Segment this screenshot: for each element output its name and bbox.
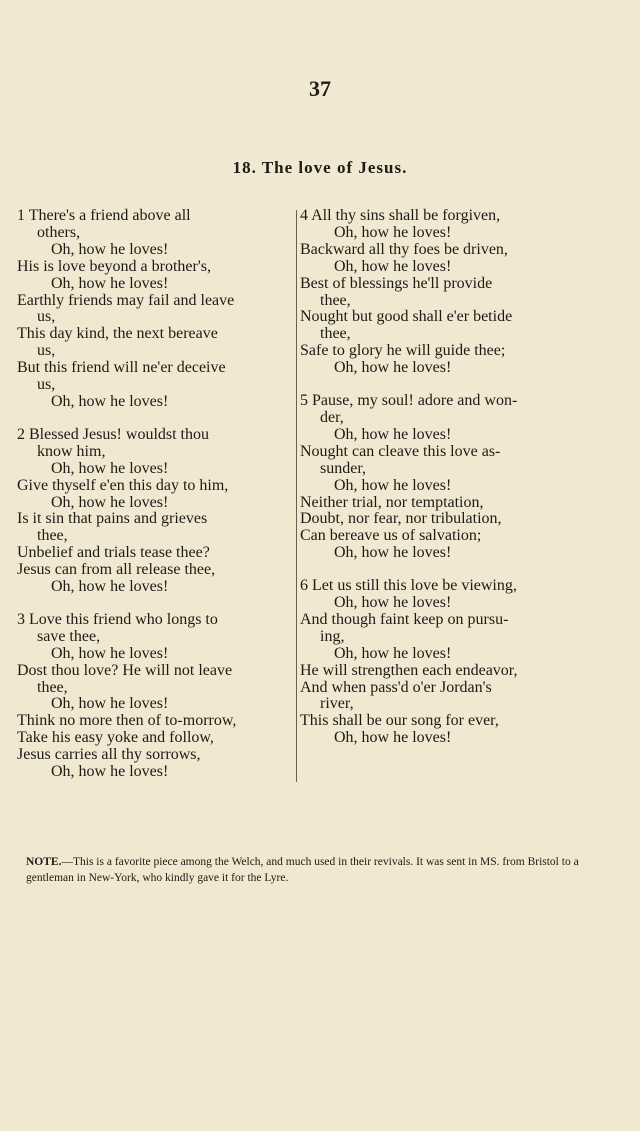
refrain-line: Oh, how he loves!	[51, 240, 169, 258]
verse-line: Unbelief and trials tease thee?	[17, 544, 210, 562]
verse-line: Best of blessings he'll provide	[300, 274, 493, 292]
footnote	[26, 855, 582, 886]
verse-line: Doubt, nor fear, nor tribulation,	[300, 510, 502, 528]
refrain-line: Oh, how he loves!	[51, 493, 169, 511]
verse-line: save thee,	[37, 627, 101, 645]
verse-line: 1 There's a friend above all	[17, 207, 191, 224]
verse-line: He will strengthen each endeavor,	[300, 661, 518, 679]
refrain-line: Oh, how he loves!	[51, 274, 169, 292]
verse-line: But this friend will ne'er deceive	[17, 359, 226, 377]
refrain-line: Oh, how he loves!	[334, 425, 452, 443]
stanza	[17, 208, 294, 411]
stanza	[300, 578, 574, 747]
verse-line: ing,	[320, 627, 345, 645]
verse-line: Give thyself e'en this day to him,	[17, 476, 229, 494]
stanza	[300, 393, 574, 562]
verse-line: us,	[37, 376, 56, 394]
verse-line: Earthly friends may fail and leave	[17, 291, 235, 309]
verse-line: Think no more then of to-morrow,	[17, 712, 237, 730]
page-number: 37	[309, 76, 331, 101]
refrain-line: Oh, how he loves!	[51, 392, 169, 410]
verse-line: This shall be our song for ever,	[300, 712, 499, 730]
verse-line: His is love beyond a brother's,	[17, 257, 211, 275]
refrain-line: Oh, how he loves!	[51, 578, 169, 596]
verse-line: Safe to glory he will guide thee;	[300, 342, 506, 360]
verse-line: thee,	[320, 291, 351, 309]
refrain-line: Oh, how he loves!	[334, 359, 452, 377]
verse-line: Nought but good shall e'er betide	[300, 308, 513, 326]
verse-line: thee,	[37, 527, 68, 545]
verse-line: And when pass'd o'er Jordan's	[300, 678, 492, 696]
footnote-label: NOTE.	[26, 856, 62, 868]
verse-line: Take his easy yoke and follow,	[17, 729, 214, 747]
stanza	[300, 208, 574, 377]
verse-line: thee,	[37, 678, 68, 696]
verse-line: thee,	[320, 325, 351, 343]
refrain-line: Oh, how he loves!	[334, 476, 452, 494]
verse-line: Can bereave us of salvation;	[300, 527, 482, 545]
verse-line: 4 All thy sins shall be forgiven,	[300, 207, 501, 224]
verse-line: Backward all thy foes be driven,	[300, 240, 508, 258]
verse-line: Nought can cleave this love as-	[300, 442, 501, 460]
verse-line: Dost thou love? He will not leave	[17, 661, 233, 679]
hymn-title: 18. The love of Jesus.	[232, 158, 408, 177]
verse-line: And though faint keep on pursu-	[300, 610, 509, 628]
refrain-line: Oh, how he loves!	[334, 594, 452, 612]
verse-line: river,	[320, 695, 354, 713]
verse-line: others,	[37, 223, 81, 241]
refrain-line: Oh, how he loves!	[334, 223, 452, 241]
stanza	[17, 612, 294, 781]
refrain-line: Oh, how he loves!	[51, 763, 169, 781]
left-column	[17, 208, 294, 797]
refrain-line: Oh, how he loves!	[51, 695, 169, 713]
refrain-line: Oh, how he loves!	[334, 544, 452, 562]
verse-line: us,	[37, 308, 56, 326]
verse-line: Jesus can from all release thee,	[17, 561, 216, 579]
verse-line: Jesus carries all thy sorrows,	[17, 746, 201, 764]
refrain-line: Oh, how he loves!	[51, 459, 169, 477]
verse-line: 6 Let us still this love be viewing,	[300, 577, 517, 595]
verse-line: 3 Love this friend who longs to	[17, 610, 218, 628]
verse-line: 2 Blessed Jesus! wouldst thou	[17, 425, 209, 443]
verse-line: 5 Pause, my soul! adore and won-	[300, 392, 518, 410]
right-column	[300, 208, 574, 763]
verse-line: Neither trial, nor temptation,	[300, 493, 484, 511]
refrain-line: Oh, how he loves!	[51, 644, 169, 662]
verse-line: der,	[320, 408, 344, 426]
verse-line: us,	[37, 342, 56, 360]
footnote-text: —This is a favorite piece among the Welch, and much used in their revivals. It was sent in MS. from Bristol to a gentleman in New-York, who kindly gave it for the Lyre.	[26, 856, 579, 884]
column-divider	[296, 210, 297, 782]
verse-line: Is it sin that pains and grieves	[17, 510, 208, 528]
refrain-line: Oh, how he loves!	[334, 729, 452, 747]
verse-line: know him,	[37, 442, 106, 460]
verse-line: sunder,	[320, 459, 367, 477]
stanza	[17, 427, 294, 596]
refrain-line: Oh, how he loves!	[334, 257, 452, 275]
verse-line: This day kind, the next bereave	[17, 325, 218, 343]
refrain-line: Oh, how he loves!	[334, 644, 452, 662]
